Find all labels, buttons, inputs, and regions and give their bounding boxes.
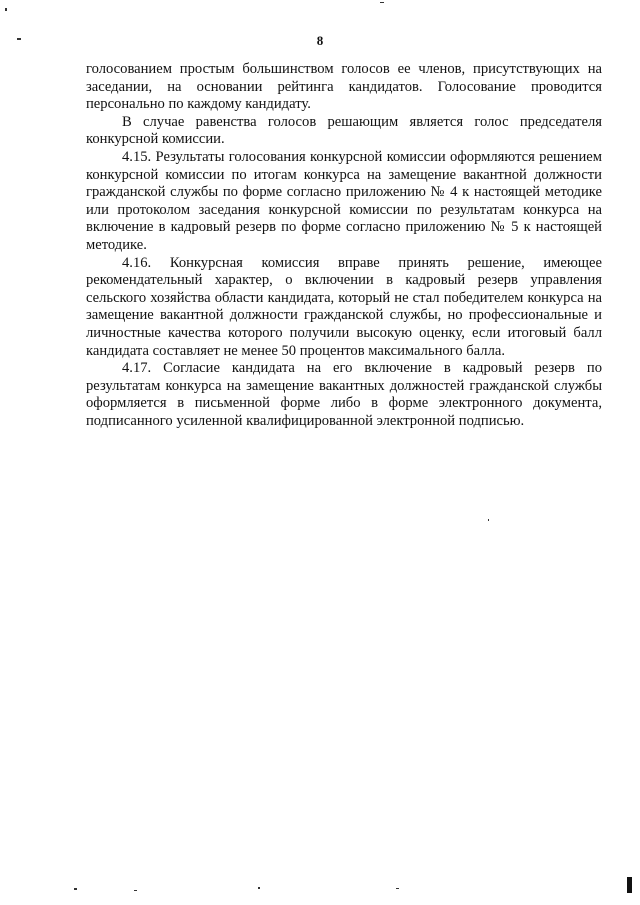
scan-speck bbox=[258, 887, 260, 889]
paragraph-tie-rule: В случае равенства голосов решающим является голос председателя конкурсной комиссии. bbox=[86, 113, 602, 148]
paragraph-item-4-15: 4.15. Результаты голосования конкурсной комиссии оформляются решением конкурсной комиссии по итогам конкурса на замещение вакантной должности гражданской службы по форме согласно приложению № 4 к настоящей методике или протоколом заседания конкурсной комиссии по результатам конкурса на включение в кадровый резерв по форме согласно приложению № 5 к настоящей методике. bbox=[86, 148, 602, 253]
paragraph-item-4-17: 4.17. Согласие кандидата на его включение в кадровый резерв по результатам конкурса на замещение вакантных должностей гражданской службы оформляется в письменной форме либо в форме электронного документа, подписанного усиленной квалифицированной электронной подписью. bbox=[86, 360, 602, 429]
paragraph-item-4-16: 4.16. Конкурсная комиссия вправе принять решение, имеющее рекомендательный характер, о включении в кадровый резерв управления сельского хозяйства области кандидата, который не стал победителем конкурса на замещение вакантной должности гражданской службы, но профессиональные и личностные качества которого получили высокую оценку, если итоговый балл кандидата составляет не менее 50 процентов максимального балла. bbox=[86, 254, 602, 359]
document-body bbox=[86, 61, 602, 430]
page-number: 8 bbox=[316, 33, 324, 48]
scan-speck bbox=[627, 877, 632, 893]
scan-speck bbox=[134, 890, 137, 891]
scan-speck bbox=[380, 2, 384, 3]
scan-speck bbox=[17, 38, 21, 40]
scan-speck bbox=[5, 8, 7, 11]
scan-speck bbox=[74, 888, 77, 890]
paragraph-continuation: голосованием простым большинством голосов ее членов, присутствующих на заседании, на основании рейтинга кандидатов. Голосование проводится персонально по каждому кандидату. bbox=[86, 61, 602, 113]
scan-speck bbox=[396, 888, 399, 889]
scan-speck bbox=[488, 519, 489, 521]
